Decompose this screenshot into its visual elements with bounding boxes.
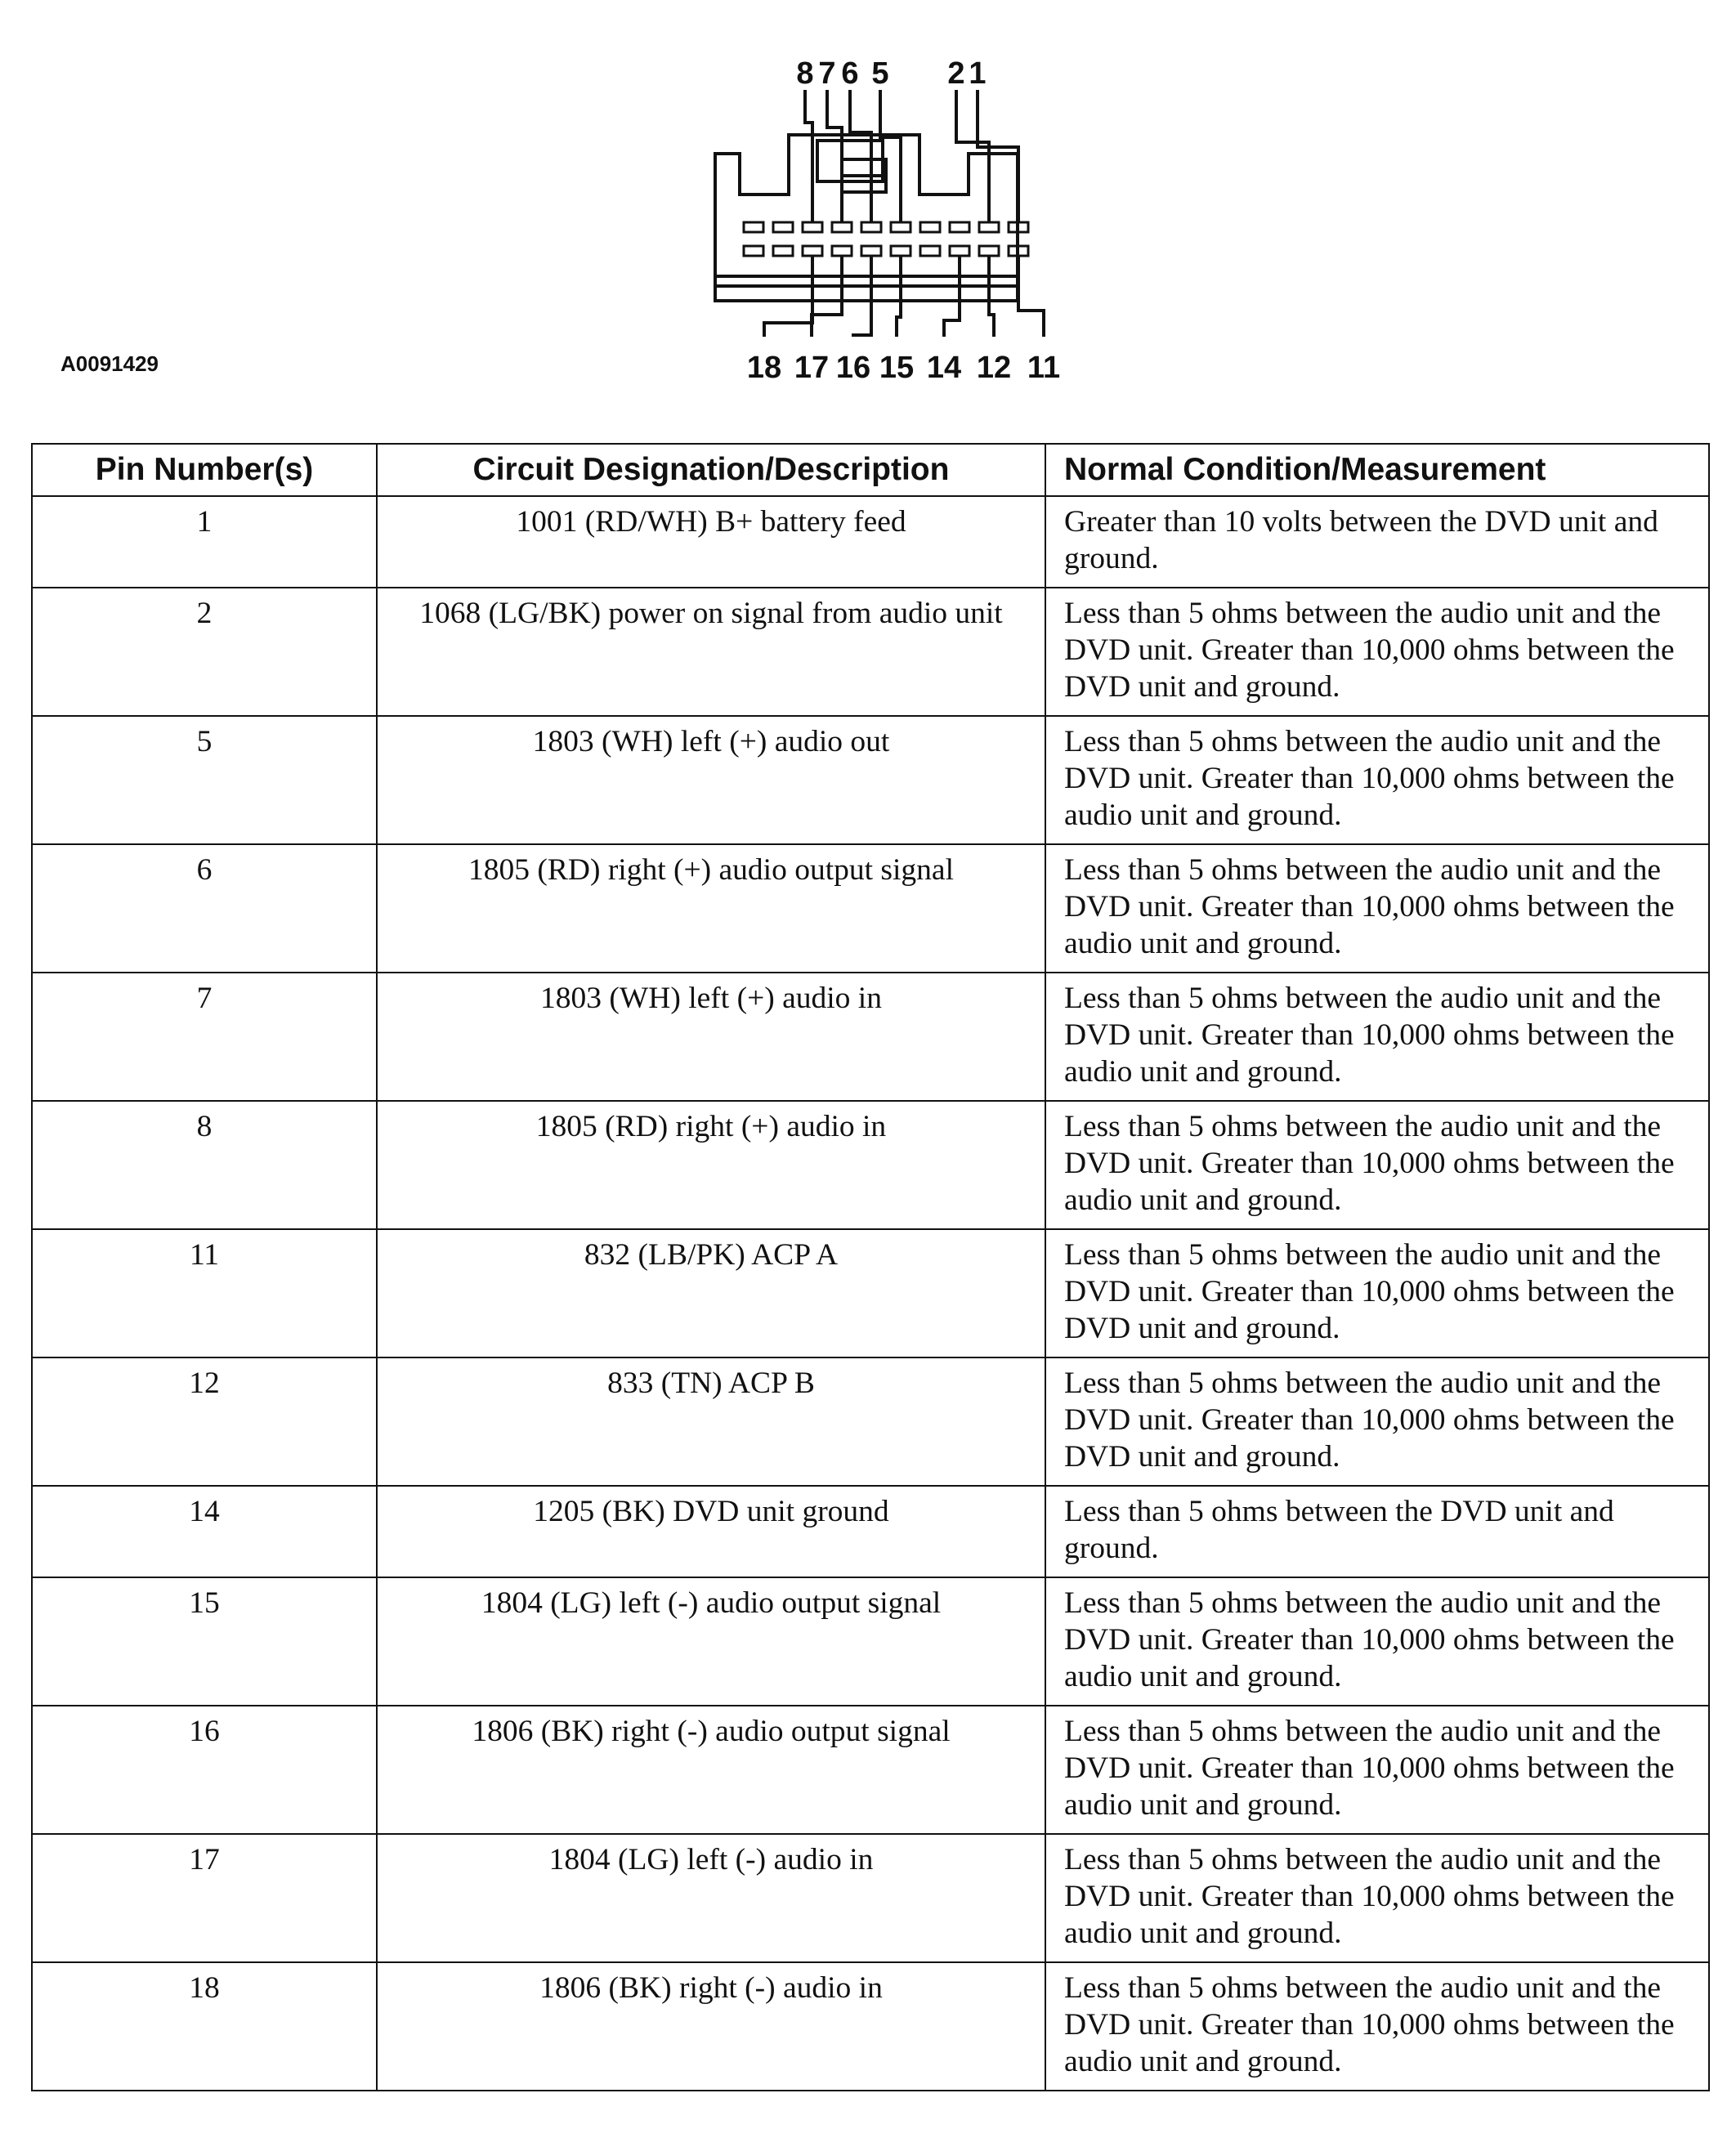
bottom-pin-label: 11 (1027, 351, 1061, 385)
pin-cell: 12 (32, 1357, 377, 1486)
table-row (32, 1486, 1709, 1577)
pin-cell: 8 (32, 1101, 377, 1229)
circuit-cell: 1068 (LG/BK) power on signal from audio unit (377, 588, 1045, 716)
wire-top (805, 90, 812, 222)
pin-cell: 1 (32, 496, 377, 588)
wire-bottom (989, 256, 994, 337)
measurement-cell: Greater than 10 volts between the DVD unit and ground. (1045, 496, 1709, 588)
top-pin-label: 8 (796, 56, 814, 91)
top-pin-label: 7 (818, 56, 836, 91)
pin-cell: 16 (32, 1706, 377, 1834)
circuit-cell: 1803 (WH) left (+) audio out (377, 716, 1045, 844)
measurement-cell: Less than 5 ohms between the audio unit and the DVD unit. Greater than 10,000 ohms between the audio unit and ground. (1045, 844, 1709, 973)
wire-top (956, 90, 989, 222)
measurement-cell: Less than 5 ohms between the DVD unit and ground. (1045, 1486, 1709, 1577)
cavity-bottom (950, 246, 969, 256)
cavity-bottom (773, 246, 793, 256)
circuit-cell: 1001 (RD/WH) B+ battery feed (377, 496, 1045, 588)
pin-cell: 18 (32, 1962, 377, 2091)
table-row (32, 1357, 1709, 1486)
cavity-top (891, 222, 911, 232)
cavity-bottom (891, 246, 911, 256)
cavity-bottom (803, 246, 822, 256)
circuit-cell: 1804 (LG) left (-) audio output signal (377, 1577, 1045, 1706)
cavity-top (950, 222, 969, 232)
pin-cell: 11 (32, 1229, 377, 1357)
pin-cell: 6 (32, 844, 377, 973)
table-row (32, 1229, 1709, 1357)
circuit-cell: 832 (LB/PK) ACP A (377, 1229, 1045, 1357)
top-pin-label: 2 (947, 56, 965, 91)
table-row (32, 588, 1709, 716)
pin-cell: 5 (32, 716, 377, 844)
cavity-top (861, 222, 881, 232)
measurement-cell: Less than 5 ohms between the audio unit and the DVD unit. Greater than 10,000 ohms between the audio unit and ground. (1045, 1577, 1709, 1706)
figure-id: A0091429 (60, 351, 159, 376)
bottom-pin-label: 14 (926, 351, 962, 385)
circuit-cell: 1805 (RD) right (+) audio in (377, 1101, 1045, 1229)
pin-cell: 7 (32, 973, 377, 1101)
bottom-pin-label: 12 (976, 351, 1012, 385)
circuit-cell: 1205 (BK) DVD unit ground (377, 1486, 1045, 1577)
measurement-cell: Less than 5 ohms between the audio unit and the DVD unit. Greater than 10,000 ohms between the DVD unit and ground. (1045, 1357, 1709, 1486)
cavity-top (744, 222, 763, 232)
bottom-pin-label: 16 (835, 351, 871, 385)
bottom-pin-label: 15 (879, 351, 915, 385)
measurement-cell: Less than 5 ohms between the audio unit and the DVD unit. Greater than 10,000 ohms between the audio unit and ground. (1045, 1706, 1709, 1834)
circuit-cell: 1803 (WH) left (+) audio in (377, 973, 1045, 1101)
cavity-bottom (744, 246, 763, 256)
circuit-cell: 1806 (BK) right (-) audio in (377, 1962, 1045, 2091)
cavity-top (832, 222, 852, 232)
measurement-cell: Less than 5 ohms between the audio unit and the DVD unit. Greater than 10,000 ohms between the DVD unit and ground. (1045, 588, 1709, 716)
bottom-pin-label: 18 (746, 351, 782, 385)
cavity-bottom (920, 246, 940, 256)
measurement-cell: Less than 5 ohms between the audio unit and the DVD unit. Greater than 10,000 ohms between the audio unit and ground. (1045, 1962, 1709, 2091)
circuit-cell: 1804 (LG) left (-) audio in (377, 1834, 1045, 1962)
connector-diagram (0, 0, 1736, 409)
circuit-cell: 833 (TN) ACP B (377, 1357, 1045, 1486)
measurement-cell: Less than 5 ohms between the audio unit and the DVD unit. Greater than 10,000 ohms between the DVD unit and ground. (1045, 1229, 1709, 1357)
wire-top (978, 90, 1018, 222)
pin-cell: 17 (32, 1834, 377, 1962)
wire-top (827, 90, 842, 222)
table-row (32, 1101, 1709, 1229)
circuit-cell: 1806 (BK) right (-) audio output signal (377, 1706, 1045, 1834)
cavity-top (920, 222, 940, 232)
table-row (32, 844, 1709, 973)
wire-bottom (897, 256, 901, 337)
pin-cell: 15 (32, 1577, 377, 1706)
table-row (32, 1834, 1709, 1962)
wire-bottom (1018, 256, 1044, 337)
cavity-top (773, 222, 793, 232)
cavity-bottom (979, 246, 999, 256)
measurement-cell: Less than 5 ohms between the audio unit and the DVD unit. Greater than 10,000 ohms between the audio unit and ground. (1045, 716, 1709, 844)
measurement-cell: Less than 5 ohms between the audio unit and the DVD unit. Greater than 10,000 ohms between the audio unit and ground. (1045, 973, 1709, 1101)
cavity-top (803, 222, 822, 232)
top-pin-label: 1 (969, 56, 987, 91)
cavity-bottom (861, 246, 881, 256)
wire-bottom (944, 256, 960, 337)
table-row (32, 1577, 1709, 1706)
cavity-bottom (832, 246, 852, 256)
measurement-cell: Less than 5 ohms between the audio unit and the DVD unit. Greater than 10,000 ohms between the audio unit and ground. (1045, 1101, 1709, 1229)
bottom-pin-label: 17 (794, 351, 830, 385)
table-row (32, 973, 1709, 1101)
connector-drawing (0, 0, 1736, 409)
header-pin-number: Pin Number(s) (32, 444, 377, 496)
pin-cell: 14 (32, 1486, 377, 1577)
table-header-row (32, 444, 1709, 496)
table-row (32, 1962, 1709, 2091)
cavity-top (979, 222, 999, 232)
table-row (32, 1706, 1709, 1834)
table-row (32, 496, 1709, 588)
pin-cell: 2 (32, 588, 377, 716)
circuit-cell: 1805 (RD) right (+) audio output signal (377, 844, 1045, 973)
top-pin-label: 5 (871, 56, 889, 91)
wire-bottom (812, 256, 842, 337)
top-pin-label: 6 (841, 56, 859, 91)
pin-table (31, 443, 1710, 2091)
header-circuit: Circuit Designation/Description (377, 444, 1045, 496)
wire-bottom (853, 256, 871, 337)
measurement-cell: Less than 5 ohms between the audio unit and the DVD unit. Greater than 10,000 ohms between the audio unit and ground. (1045, 1834, 1709, 1962)
table-row (32, 716, 1709, 844)
header-measurement: Normal Condition/Measurement (1045, 444, 1709, 496)
wire-top (850, 90, 871, 222)
wire-bottom (764, 256, 812, 337)
